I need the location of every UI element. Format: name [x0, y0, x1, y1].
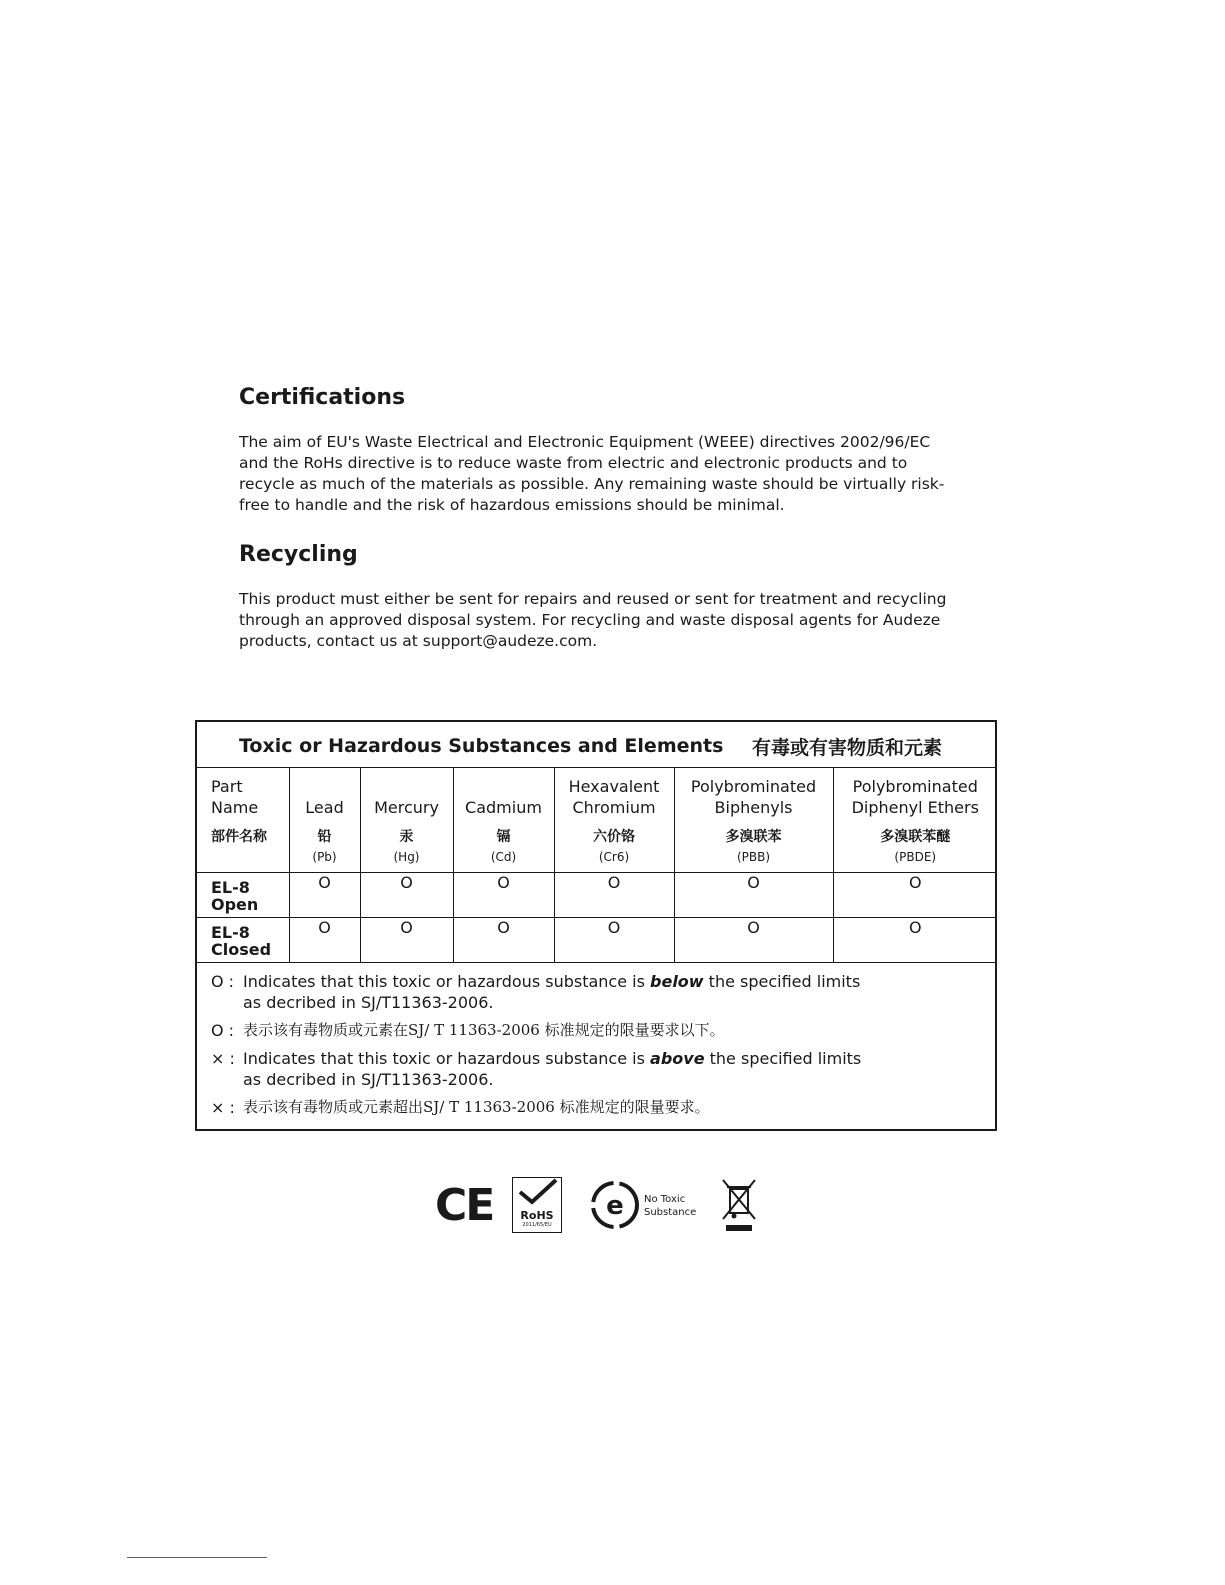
mark-cell: O [674, 872, 833, 917]
page-content [239, 385, 999, 678]
legend-item: O : Indicates that this toxic or hazardous substance is below the specified limits as decribed in SJ/T11363-2006. [211, 971, 861, 1012]
mark-cell: O [833, 917, 997, 962]
svg-text:e: e [606, 1191, 624, 1221]
no-toxic-label: No Toxic Substance [644, 1194, 697, 1218]
substances-grid [197, 768, 997, 963]
legend-item: O : 表示该有毒物质或元素在SJ/ T 11363-2006 标准规定的限量要求以下。 [211, 1020, 725, 1040]
column-header-hexavalent-chromium: Hexavalent Chromium 六价铬 (Cr6) [554, 768, 674, 872]
recycling-heading: Recycling [239, 542, 358, 567]
certification-logos [435, 1175, 765, 1240]
part-name-header: Part Name 部件名称 [197, 768, 289, 872]
weee-crossed-bin-icon [720, 1177, 758, 1235]
legend-item: × : 表示该有毒物质或元素超出SJ/ T 11363-2006 标准规定的限量要求。 [211, 1097, 710, 1117]
table-row [197, 872, 997, 917]
row-name: EL-8 Closed [197, 917, 289, 962]
mark-cell: O [289, 917, 360, 962]
certifications-body: The aim of EU's Waste Electrical and Electronic Equipment (WEEE) directives 2002/96/EC and the RoHs directive is to reduce waste from electric and electronic products and to recycle as much of the materials as possible. Any remaining waste should be virtually risk-free to handle and the risk of hazardous emissions should be minimal. [239, 433, 945, 514]
column-header-pbde: Polybrominated Diphenyl Ethers 多溴联苯醚 (PBDE) [833, 768, 997, 872]
column-header-mercury: Mercury 汞 (Hg) [360, 768, 453, 872]
table-row [197, 917, 997, 962]
mark-cell: O [554, 917, 674, 962]
header-row [197, 768, 997, 872]
mark-cell: O [360, 917, 453, 962]
column-header-cadmium: Cadmium 镉 (Cd) [453, 768, 554, 872]
column-header-pbb: Polybrominated Biphenyls 多溴联苯 (PBB) [674, 768, 833, 872]
table-legend [197, 963, 995, 1133]
row-name: EL-8 Open [197, 872, 289, 917]
mark-cell: O [453, 917, 554, 962]
mark-cell: O [360, 872, 453, 917]
mark-cell: O [289, 872, 360, 917]
legend-item: × : Indicates that this toxic or hazardous substance is above the specified limits as decribed in SJ/T11363-2006. [211, 1048, 862, 1089]
eco-no-toxic-icon [590, 1180, 640, 1230]
table-title [197, 722, 995, 768]
mark-cell: O [453, 872, 554, 917]
column-header-lead: Lead 铅 (Pb) [289, 768, 360, 872]
table-title-zh: 有毒或有害物质和元素 [752, 737, 943, 759]
certifications-heading: Certifications [239, 385, 406, 410]
mark-cell: O [833, 872, 997, 917]
mark-cell: O [674, 917, 833, 962]
footer-divider [127, 1557, 267, 1558]
mark-cell: O [554, 872, 674, 917]
rohs-icon: RoHS 2011/65/EU [512, 1177, 562, 1233]
recycling-body: This product must either be sent for repairs and reused or sent for treatment and recycling through an approved disposal system. For recycling and waste disposal agents for Audeze products, contact us at support@audeze.com. [239, 590, 947, 650]
ce-mark-icon: CE [435, 1180, 494, 1231]
hazardous-substances-table [195, 720, 997, 1131]
checkmark-icon [514, 1178, 560, 1206]
table-title-en: Toxic or Hazardous Substances and Elements [239, 735, 724, 757]
